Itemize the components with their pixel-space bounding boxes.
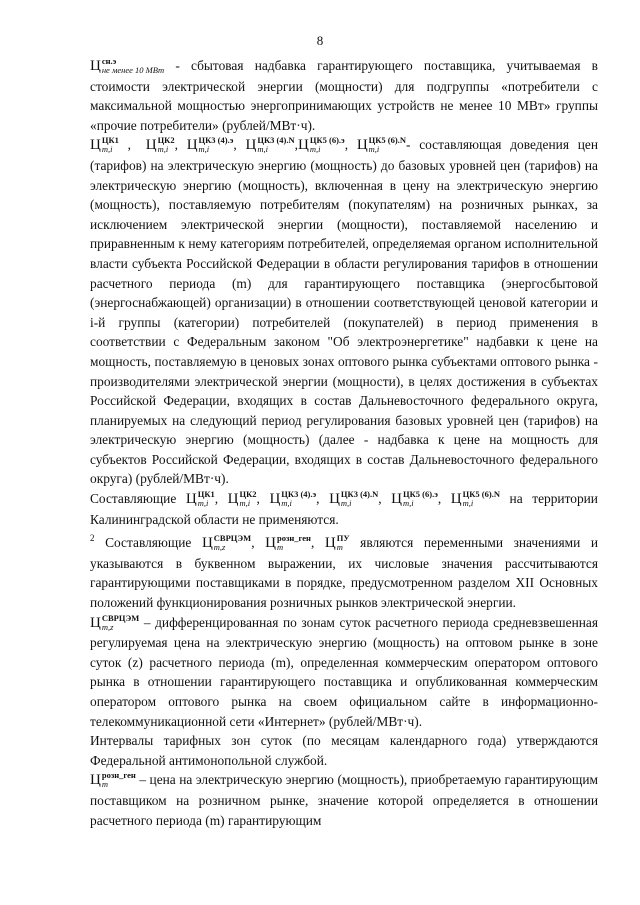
symbol-ts: Ц [201,535,213,552]
formula-svrtsem [201,533,252,553]
symbol-ts: Ц [269,491,281,508]
symbol-ts: Ц [145,137,157,154]
formula-rozn-gen [90,770,136,790]
symbol-ts: Ц [186,137,198,154]
symbol-ts: Ц [298,137,309,154]
sub-mi: m,i [340,498,352,509]
symbol-ts: Ц [265,535,276,552]
sup-ck3-4e: ЦК3 (4).э [198,135,234,146]
formula-ck5-6e [298,135,345,155]
formula-ck3-4n [245,135,295,155]
sub-mi: m,i [197,498,209,509]
sub-m: m [276,542,284,553]
formula-ck3-4e [186,135,234,155]
paragraph-kaliningrad-end: на территории Калининградской области не применяются. [90,491,598,527]
document-body [90,56,598,830]
sub-mi: m,i [157,144,169,155]
sub-mi: m,i [281,498,292,509]
sup-ck3-4e: ЦК3 (4).э [281,489,317,500]
paragraph-rozn-gen [90,770,598,830]
sup-svrtsem: СВРЦЭМ [101,612,140,623]
symbol-ts: Ц [90,772,101,789]
symbol-ts: Ц [90,58,101,74]
sub-mi: m,i [368,144,380,155]
paragraph-intervals: Интервалы тарифных зон суток (по месяцам календарного года) утверждаются Федеральной антимонопольной службой. [90,733,598,768]
formula-ts-sn [90,58,164,73]
formula-ck1 [185,489,215,509]
sup-ck5-6n: ЦК5 (6).N [368,135,406,146]
formula-ck5-6e [391,489,438,509]
paragraph-svrtsem [90,613,598,732]
sup-ck5-6n: ЦК5 (6).N [462,489,500,500]
formula-ck2 [145,135,175,155]
sub-mi: m,i [257,144,268,155]
symbol-ts: Ц [90,137,101,154]
sub-mi: m,i [403,498,414,509]
sup-rozn-gen: розн_ген [101,770,136,781]
symbol-ts: Ц [329,491,340,508]
paragraph-ck-text: составляющая доведения цен (тарифов) на электрическую энергию (мощность) до базовых уровней цен (тарифов) на электрическую энергию (мощность), включенная в цену на электрическую энергию (мощность), поставляемую потребителям (покупателям) на розничных рынках, за исключением электрической энергии (мощности), поставляемой населению и приравненным к нему категориям потребителей, определяемая органом исполнительной власти субъекта Российской Федерации в области регулирования тарифов в отношении расчетного периода (m) для гарантирующего поставщика (энергосбытовой (энергоснабжающей) организации) в отношении соответствующей ценовой категории и i-й группы (категории) потребителей (покупателей) в период применения в соответствии с Федеральным законом "Об электроэнергетике" надбавки к цене на мощность, поставляемую в ценовых зонах оптового рынка субъектами оптового рынка - производителями электрической энергии (мощности), в целях достижения в субъектах Российской Федерации, входящих в состав Дальневосточного федерального округа, планируемых на следующий период регулирования базовых уровней цен (тарифов) на электрическую энергию (мощность) (далее - надбавка к цене на мощность для субъектов Российской Федерации, входящих в состав Дальневосточного федерального округа) (рублей/МВт·ч). [90,137,598,487]
symbol-ts: Ц [391,491,403,508]
sub-mi: m,i [309,144,321,155]
paragraph-footnote-end: являются переменными значениями и указываются в буквенном выражении, их числовые значения рассчитываются гарантирующими поставщиками в порядке, предусмотренном разделом XII Основных положений функционирования розничных рынков электрической энергии. [90,535,598,611]
symbol-ts: Ц [227,491,239,508]
sup-ck3-4n: ЦК3 (4).N [340,489,379,500]
sub-mi: m,i [462,498,474,509]
formula-ck2 [227,489,257,509]
paragraph-rozn-gen-text: – цена на электрическую энергию (мощность), приобретаемую гарантирующим поставщиком на розничном рынке, значение которой определяется в отношении расчетного периода (m) гарантирующим [90,772,598,828]
sub-mi: m,i [198,144,210,155]
sup-ck5-6e: ЦК5 (6).э [403,489,438,500]
sub-mz: m,z [213,542,226,553]
symbol-ts: Ц [450,491,462,508]
sup-ck3-4n: ЦК3 (4).N [257,135,295,146]
sup-ck5-6e: ЦК5 (6).э [309,135,345,146]
paragraph-footnote-start: Составляющие [94,535,202,551]
sub-m: m [101,779,108,790]
formula-rozn-gen [265,533,311,553]
paragraph-footnote-2: $^2$ Составляющие Ц СВРЦЭМ m,z , Ц розн_ген m , Ц ПУ m являются переменными значениями и указываются в буквенном выражении, их числовые значения рассчитываются гарантирующими поставщиками в порядке, предусмотренном разделом XII Основных положений функционирования розничных рынков электрической энергии. [90,533,598,611]
symbol-ts: Ц [356,137,368,154]
sup-ck1: ЦК1 [197,489,215,500]
sup-ck2: ЦК2 [239,489,257,500]
symbol-ts: Ц [90,614,101,631]
sup-ck1: ЦК1 [101,135,119,146]
paragraph-sn-text: - сбытовая надбавка гарантирующего поставщика, учитываемая в стоимости электрической энергии (мощности) для подгруппы «потребители с максимальной мощностью энергопринимающих устройств не менее 10 МВт» группы «прочие потребители» (рублей/МВт·ч). [90,58,598,133]
formula-ck5-6n [450,489,500,509]
formula-svrtsem [90,612,140,632]
formula-ck5-6n [356,135,406,155]
formula-pu [324,533,350,553]
sup-sn: сн.э [101,56,117,66]
sup-svrtsem: СВРЦЭМ [213,533,252,544]
formula-ck3-4e [269,489,317,509]
paragraph-kaliningrad: Составляющие Ц ЦК1 m,i , Ц ЦК2 m,i , Ц ЦК3 (4).э m,i , Ц ЦК3 (4).N m,i , Ц ЦК5 (6).э m,i , Ц ЦК5 (6).N m,i на территории Калининградской области не применяются. [90,489,598,527]
formula-ck3-4n [329,489,379,509]
symbol-ts: Ц [324,535,336,552]
sup-rozn-gen: розн_ген [276,533,311,544]
sup-ck2: ЦК2 [157,135,175,146]
footnote-marker: 2 [90,533,95,544]
page-number: 8 [316,33,324,48]
paragraph-kaliningrad-start: Составляющие [90,491,186,507]
formula-ck1 [90,135,119,155]
sub-mz: m,z [101,621,114,632]
symbol-ts: Ц [245,137,257,154]
paragraph-sn-markup [90,56,598,135]
sup-pu: ПУ [336,533,350,544]
sub-mi: m,i [239,498,251,509]
paragraph-ck-components: Ц ЦК1 m,i , Ц ЦК2 m,i , Ц ЦК3 (4).э m,i , Ц ЦК3 (4).N m,i ,Ц ЦК5 (6).э m,i , Ц ЦК5 (6).N m,i - составляющая доведения цен (тарифов) на электрическую энергию (мощность) до базовых уровней цен (тарифов) на электрическую энергию (мощность), включенная в цену на электрическую энергию (мощность), поставляемую потребителям (покупателям) на розничных рынках, за исключением электрической энергии (мощности), поставляемой населению и приравненным к нему категориям потребителей, определяемая органом исполнительной власти субъекта Российской Федерации в области регулирования тарифов в отношении расчетного периода (m) для гарантирующего поставщика (энергосбытовой (энергоснабжающей) организации) в отношении соответствующей ценовой категории и i-й группы (категории) потребителей (покупателей) в период применения в соответствии с Федеральным законом "Об электроэнергетике" надбавки к цене на мощность, поставляемую в ценовых зонах оптового рынка субъектами оптового рынка - производителями электрической энергии (мощности), в целях достижения в субъектах Российской Федерации, входящих в состав Дальневосточного федерального округа, планируемых на следующий период регулирования базовых уровней цен (тарифов) на электрическую энергию (мощность) (далее - надбавка к цене на мощность для субъектов Российской Федерации, входящих в состав Дальневосточного федерального округа) (рублей/МВт·ч). [90,135,598,487]
sub-mi: m,i [101,144,113,155]
sub-sn: не менее 10 МВт [101,65,165,75]
paragraph-svrtsem-text: – дифференцированная по зонам суток расчетного периода средневзвешенная регулируемая цена на электрическую энергию (мощность) на оптовом рынке в зоне суток (z) расчетного периода (m), определенная коммерческим оператором оптового рынка в отношении гарантирующего поставщика и опубликованная коммерческим оператором оптового рынка на своем официальном сайте в информационно-телекоммуникационной сети «Интернет» (рублей/МВт·ч). [90,614,598,729]
sub-m: m [336,542,343,553]
symbol-ts: Ц [185,491,197,508]
